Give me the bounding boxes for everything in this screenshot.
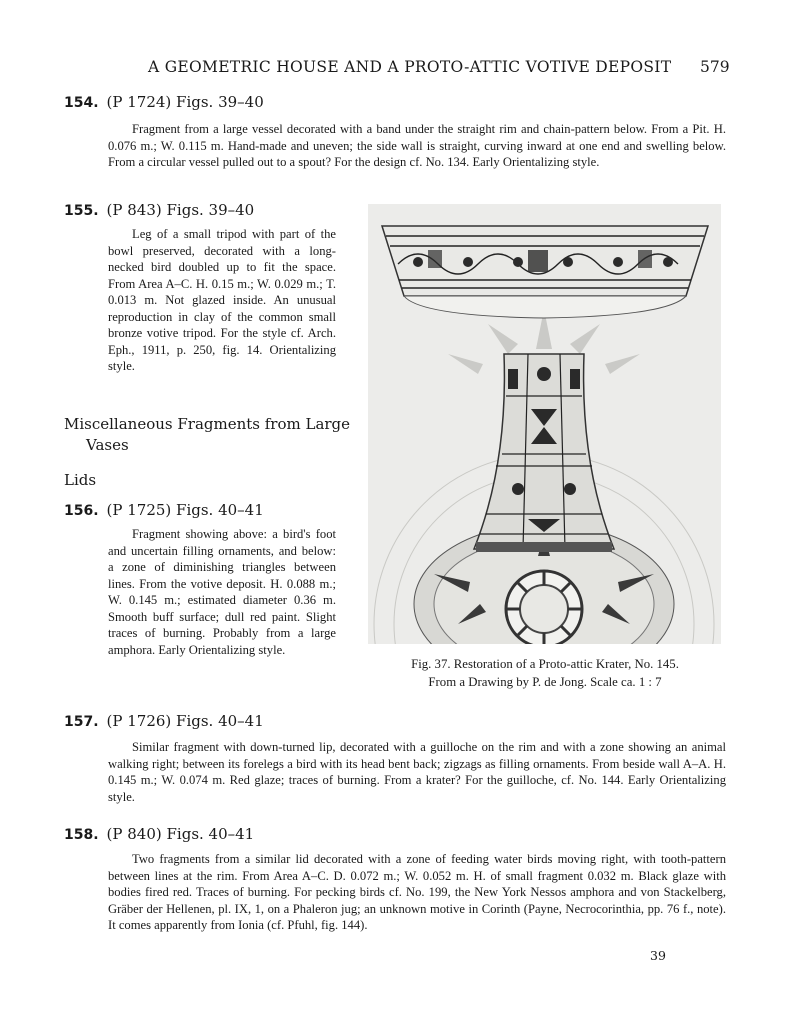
krater-illustration	[368, 204, 721, 644]
entry-number: 157.	[64, 714, 99, 730]
page-number: 579	[700, 58, 730, 76]
signature-number: 39	[650, 948, 666, 963]
figure-caption	[360, 655, 730, 691]
section-title-lids: Lids	[64, 471, 97, 489]
caption-line-1: Fig. 37. Restoration of a Proto-attic Krater, No. 145.	[411, 657, 679, 671]
entry-ref: (P 840) Figs. 40–41	[106, 825, 255, 843]
entry-158-heading	[64, 825, 254, 843]
entry-ref: (P 1724) Figs. 39–40	[106, 93, 264, 111]
entry-number: 158.	[64, 827, 99, 843]
entry-154-text: Fragment from a large vessel decorated with a band under the straight rim and chain-pattern below. From a Pit. H. 0.076 m.; W. 0.115 m. Hand-made and uneven; the side wall is straight, curving inward at one end and swelling below. From a circular vessel pulled out to a spout? For the design cf. No. 134. Early Orientalizing style.	[108, 122, 726, 169]
running-header: A GEOMETRIC HOUSE AND A PROTO-ATTIC VOTIVE DEPOSIT	[148, 58, 672, 76]
section-title-misc: Miscellaneous Fragments from Large Vases	[64, 415, 351, 454]
entry-155-heading	[64, 201, 254, 219]
entry-155-text: Leg of a small tripod with part of the bowl preserved, decorated with a long-necked bird doubled up to fit the space. From Area A–C. H. 0.15 m.; W. 0.029 m.; T. 0.013 m. Not glazed inside. An unusual reproduction in clay of the common small bronze votive tripod. For the style cf. Arch. Eph., 1911, p. 250, fig. 14. Orientalizing style.	[108, 227, 336, 373]
caption-line-2: From a Drawing by P. de Jong. Scale ca. 1 : 7	[428, 675, 662, 689]
entry-ref: (P 843) Figs. 39–40	[106, 201, 255, 219]
entry-157-heading	[64, 712, 264, 730]
entry-number: 156.	[64, 503, 99, 519]
entry-157-text: Similar fragment with down-turned lip, decorated with a guilloche on the rim and with a zone showing an animal walking right; between its forelegs a bird with its head bent back; zigzags as filling ornaments. From beside wall A–A. H. 0.145 m.; W. 0.074 m. Red glaze; traces of burning. From a krater? For the guilloche, cf. No. 144. Early Orientalizing style.	[108, 740, 726, 804]
entry-number: 155.	[64, 203, 99, 219]
entry-156-heading	[64, 501, 264, 519]
entry-154-heading	[64, 93, 264, 111]
entry-156-text: Fragment showing above: a bird's foot and uncertain filling ornaments, and below: a zone of diminishing triangles between lines. From the votive deposit. H. 0.088 m.; W. 0.145 m.; estimated diameter 0.36 m. Smooth buff surface; dull red paint. Slight traces of burning. Probably from a large amphora. Early Orientalizing style.	[108, 527, 336, 657]
entry-158-text: Two fragments from a similar lid decorated with a zone of feeding water birds moving right, with tooth-pattern between lines at the rim. From Area A–C. D. 0.072 m.; W. 0.052 m. H. of small fragment 0.032 m. Black glaze with bodies fired red. Traces of burning. For pecking birds cf. No. 199, the New York Nessos amphora and von Stackelberg, Gräber der Hellenen, pl. IX, 1, on a Phaleron jug; an unknown motive in Corinth (Payne, Necrocorinthia, pp. 76 f., note). It comes apparently from Ionia (cf. Pfuhl, fig. 144).	[108, 852, 726, 932]
entry-ref: (P 1725) Figs. 40–41	[106, 501, 264, 519]
krater-drawing	[368, 204, 721, 644]
entry-ref: (P 1726) Figs. 40–41	[106, 712, 264, 730]
entry-number: 154.	[64, 95, 99, 111]
